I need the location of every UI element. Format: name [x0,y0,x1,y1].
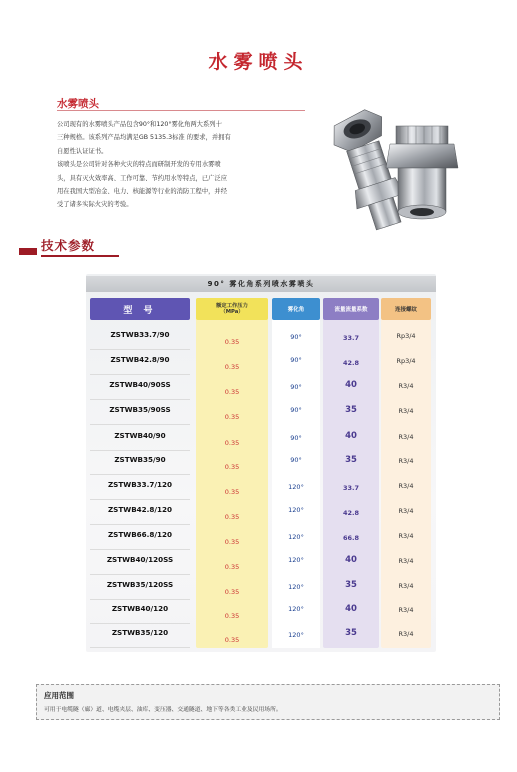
model-cell: ZSTWB66.8/120 [107,530,173,539]
thread-cell: R3/4 [398,532,414,540]
intro-line: 该喷头是公司针对各种火灾的特点而研制开发的专用水雾喷 [57,161,221,169]
thread-cell: R3/4 [398,433,414,441]
row-divider [90,549,190,550]
header-pressure [196,298,268,320]
coefficient-cell: 35 [345,455,357,465]
coefficient-cell: 35 [345,580,357,590]
table-row [90,628,431,652]
row-divider [90,599,190,600]
thread-cell: R3/4 [398,457,414,465]
model-cell: ZSTWB40/90 [114,431,166,440]
pressure-cell: 0.35 [224,636,240,644]
pressure-cell: 0.35 [224,363,240,371]
thread-cell: Rp3/4 [396,332,416,340]
intro-heading: 水雾喷头 [57,98,99,110]
thread-cell: R3/4 [398,606,414,614]
header-angle: 雾化角 [272,298,320,320]
angle-cell: 120° [288,631,304,639]
thread-cell: R3/4 [398,557,414,565]
table-row [90,555,431,579]
row-divider [90,499,190,500]
angle-cell: 90° [290,383,302,391]
row-divider [90,623,190,624]
thread-cell: R3/4 [398,582,414,590]
row-divider [90,574,190,575]
coefficient-cell: 40 [345,555,357,565]
angle-cell: 90° [290,333,302,341]
intro-line: 三种规格。该系列产品均满足GB 5135.3标准 的要求，并拥有 [57,134,231,142]
table-row [90,330,431,354]
intro-text [57,118,312,212]
table-row [90,505,431,529]
thread-cell: R3/4 [398,407,414,415]
model-cell: ZSTWB33.7/120 [107,480,173,489]
angle-cell: 120° [288,533,304,541]
model-cell: ZSTWB35/120SS [106,580,174,589]
table-caption: 90° 雾化角系列喷水雾喷头 [86,276,436,292]
model-cell: ZSTWB42.8/120 [107,505,173,514]
header-pressure-line2: （MPa） [220,309,244,315]
thread-cell: R3/4 [398,482,414,490]
row-divider [90,349,190,350]
thread-cell: Rp3/4 [396,357,416,365]
coefficient-cell: 35 [345,628,357,638]
table-row [90,530,431,554]
page-title: 水雾喷头 [208,51,309,73]
angle-cell: 120° [288,556,304,564]
coefficient-cell: 42.8 [342,509,360,517]
nozzle-product-photo [326,88,466,236]
coefficient-cell: 40 [345,380,357,390]
right-nozzle [386,126,458,219]
pressure-cell: 0.35 [224,538,240,546]
application-scope-text: 可用于电缆隧（廊）道、电缆夹层、油库、变压器、交通隧道、地下等各类工业及民用场所。 [44,707,282,713]
pressure-cell: 0.35 [224,413,240,421]
angle-cell: 90° [290,356,302,364]
table-row [90,580,431,604]
coefficient-cell: 40 [345,431,357,441]
table-row [90,405,431,429]
angle-cell: 90° [290,456,302,464]
angle-cell: 120° [288,605,304,613]
angle-cell: 120° [288,483,304,491]
coefficient-cell: 33.7 [342,334,360,342]
pressure-cell: 0.35 [224,612,240,620]
angle-cell: 90° [290,434,302,442]
section-title: 技术参数 [41,238,96,253]
angle-cell: 90° [290,406,302,414]
row-divider [90,399,190,400]
application-scope-box [36,684,500,720]
row-divider [90,524,190,525]
table-row [90,380,431,404]
pressure-cell: 0.35 [224,563,240,571]
pressure-cell: 0.35 [224,338,240,346]
application-scope-title: 应用范围 [44,691,74,700]
table-row [90,455,431,479]
thread-cell: R3/4 [398,507,414,515]
model-cell: ZSTWB33.7/90 [110,330,170,339]
table-row [90,480,431,504]
table-row [90,431,431,455]
table-row [90,604,431,628]
intro-line: 头，具有灭火效率高、工作可靠、节约用水等特点，已广泛应 [57,174,228,182]
pressure-cell: 0.35 [224,488,240,496]
coefficient-cell: 66.8 [342,534,360,542]
section-marker [19,248,37,255]
model-cell: ZSTWB35/90SS [109,405,171,414]
header-coefficient: 流量流量系数 [323,298,379,320]
model-cell: ZSTWB40/120 [111,604,169,613]
pressure-cell: 0.35 [224,463,240,471]
thread-cell: R3/4 [398,382,414,390]
intro-line: 受了诸多实际火灾的考验。 [57,201,133,209]
header-thread: 连接螺纹 [381,298,431,320]
coefficient-cell: 35 [345,405,357,415]
pressure-cell: 0.35 [224,439,240,447]
pressure-cell: 0.35 [224,388,240,396]
intro-heading-underline [57,110,305,111]
angle-cell: 120° [288,506,304,514]
row-divider [90,374,190,375]
table-row [90,355,431,379]
coefficient-cell: 42.8 [342,359,360,367]
model-cell: ZSTWB42.8/90 [110,355,170,364]
model-cell: ZSTWB40/90SS [109,380,171,389]
intro-line: 用在我国大型冶金、电力、核能源等行业的消防工程中，并经 [57,188,228,196]
section-underline [41,255,119,257]
pressure-cell: 0.35 [224,588,240,596]
row-divider [90,424,190,425]
coefficient-cell: 40 [345,604,357,614]
row-divider [90,647,190,648]
thread-cell: R3/4 [398,630,414,638]
model-cell: ZSTWB35/90 [114,455,166,464]
row-divider [90,450,190,451]
intro-line: 自愿性认证证书。 [57,147,108,155]
model-cell: ZSTWB40/120SS [106,555,174,564]
intro-line: 公司现有的水雾喷头产品包含90°和120°雾化角两大系列十 [57,121,222,128]
pressure-cell: 0.35 [224,513,240,521]
model-cell: ZSTWB35/120 [111,628,169,637]
angle-cell: 120° [288,583,304,591]
header-pressure-line1: 额定工作压力 [216,303,248,309]
coefficient-cell: 33.7 [342,484,360,492]
header-model: 型 号 [90,298,190,320]
row-divider [90,474,190,475]
